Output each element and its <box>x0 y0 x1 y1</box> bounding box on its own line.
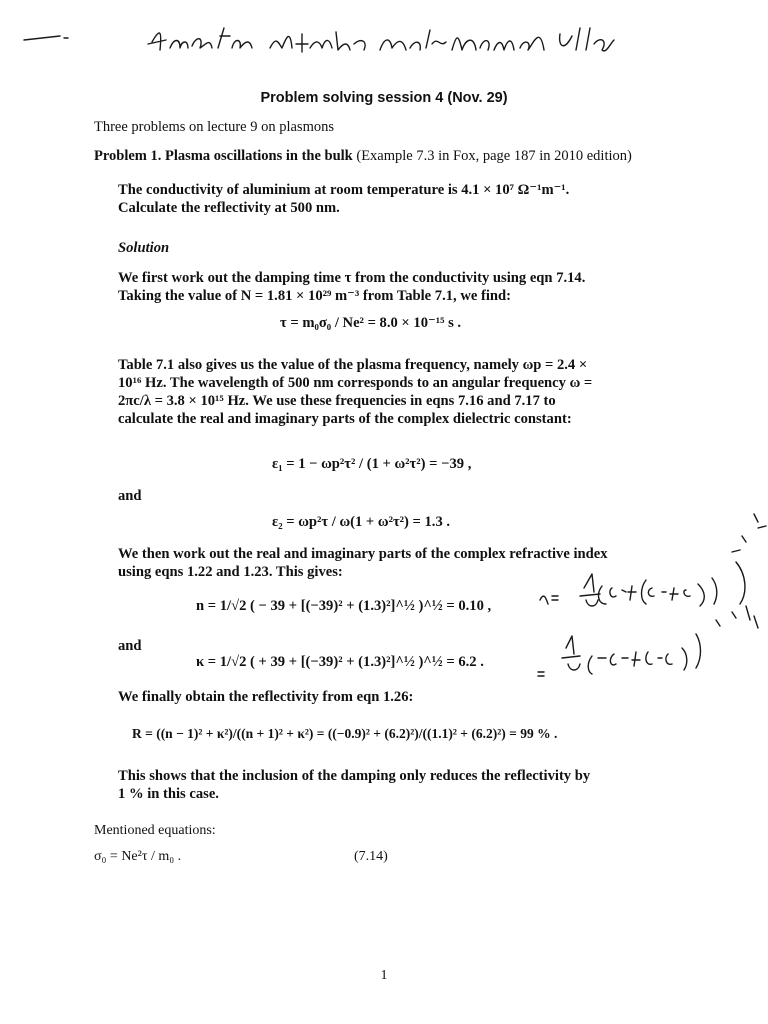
problem-statement <box>118 181 569 217</box>
solution-paragraph-1 <box>118 269 585 305</box>
handwritten-note <box>140 14 640 70</box>
margin-mark <box>20 28 70 48</box>
equation-tau: τ = m₀σ₀ / Ne² = 8.0 × 10⁻¹⁵ s . <box>280 315 462 331</box>
intro-text: Three problems on lecture 9 on plasmons <box>94 119 334 135</box>
equation-n: n = 1/√2 ( − 39 + [(−39)² + (1.3)²]^½ )^½ = 0.10 , <box>196 598 492 614</box>
p5-line-2: 1 % in this case. <box>118 786 219 802</box>
solution-heading: Solution <box>118 240 170 256</box>
handwritten-annotation <box>536 508 768 688</box>
equation-reflectivity: R = ((n − 1)² + κ²)/((n + 1)² + κ²) = ((−0.9)² + (6.2)²)/((1.1)² + (6.2)²) = 99 % . <box>132 726 558 741</box>
solution-paragraph-3 <box>118 545 608 581</box>
statement-line-2: Calculate the reflectivity at 500 nm. <box>118 200 340 216</box>
solution-paragraph-4: We finally obtain the reflectivity from eqn 1.26: <box>118 689 414 705</box>
problem-heading-line <box>94 148 632 165</box>
solution-paragraph-5 <box>118 767 590 803</box>
statement-line-1: The conductivity of aluminium at room temperature is 4.1 × 10⁷ Ω⁻¹m⁻¹. <box>118 182 570 198</box>
and-label-2: and <box>118 638 142 654</box>
p2-line-2: 10¹⁶ Hz. The wavelength of 500 nm corresponds to an angular frequency ω = <box>118 375 593 391</box>
and-label-1: and <box>118 488 142 504</box>
equation-7-14: σ₀ = Ne²τ / m₀ . <box>94 849 182 864</box>
p3-line-1: We then work out the real and imaginary parts of the complex refractive index <box>118 546 608 562</box>
p3-line-2: using eqns 1.22 and 1.23. This gives: <box>118 564 343 580</box>
p2-line-4: calculate the real and imaginary parts of the complex dielectric constant: <box>118 411 572 427</box>
equation-epsilon-2: ε₂ = ωp²τ / ω(1 + ω²τ²) = 1.3 . <box>272 514 451 530</box>
equation-epsilon-1: ε₁ = 1 − ωp²τ² / (1 + ω²τ²) = −39 , <box>272 456 472 472</box>
equation-number: (7.14) <box>354 849 388 864</box>
mentioned-equations-label: Mentioned equations: <box>94 823 216 838</box>
p1-line-2: Taking the value of N = 1.81 × 10²⁹ m⁻³ from Table 7.1, we find: <box>118 288 512 304</box>
problem-reference: (Example 7.3 in Fox, page 187 in 2010 edition) <box>356 148 632 164</box>
equation-kappa: κ = 1/√2 ( + 39 + [(−39)² + (1.3)²]^½ )^½ = 6.2 . <box>196 654 484 670</box>
p2-line-1: Table 7.1 also gives us the value of the plasma frequency, namely ωp = 2.4 × <box>118 357 588 373</box>
p5-line-1: This shows that the inclusion of the damping only reduces the reflectivity by <box>118 768 591 784</box>
session-title: Problem solving session 4 (Nov. 29) <box>260 90 508 106</box>
problem-heading: Problem 1. Plasma oscillations in the bulk <box>94 148 353 164</box>
solution-paragraph-2 <box>118 356 592 428</box>
p1-line-1: We first work out the damping time τ from the conductivity using eqn 7.14. <box>118 270 586 286</box>
p2-line-3: 2πc/λ = 3.8 × 10¹⁵ Hz. We use these frequencies in eqns 7.16 and 7.17 to <box>118 393 556 409</box>
page-number: 1 <box>380 968 388 983</box>
